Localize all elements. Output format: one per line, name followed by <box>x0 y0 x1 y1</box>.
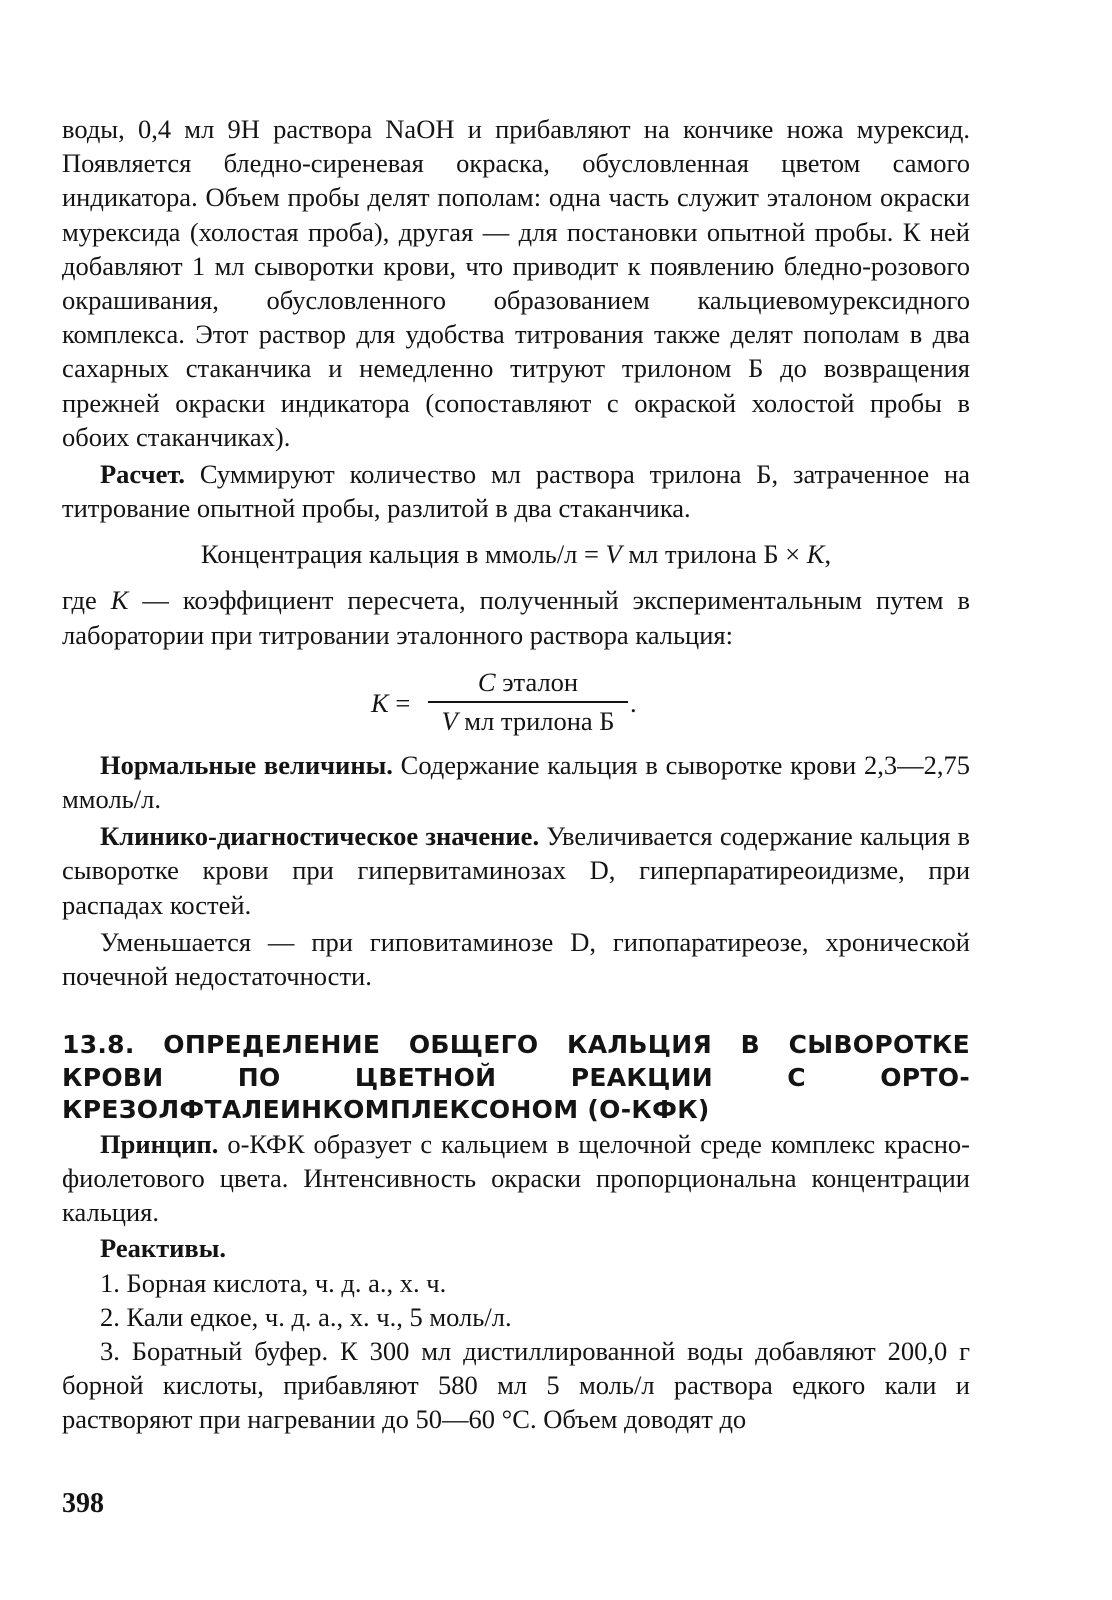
normal-text: Содержание кальция в сыворотке крови 2,3—2,75 ммоль/л. <box>62 749 970 815</box>
denominator-rest: мл трилона Б <box>457 705 615 736</box>
fraction-lhs-eq: = <box>388 687 411 718</box>
k-fraction-formula <box>62 666 970 746</box>
denominator-v: V <box>441 705 458 736</box>
normal-label: Нормальные величины. <box>100 749 393 780</box>
principle-label: Принцип. <box>100 1128 219 1159</box>
kdef-a: где <box>62 585 111 616</box>
paragraph-procedure: воды, 0,4 мл 9Н раствора NaOH и прибавляют на кончике ножа мурексид. Появляется бледно-сиреневая окраска, обусловленная цветом самого индикатора. Объем пробы делят пополам: одна часть служит эталоном окраски мурексида (холостая проба), другая — для постановки опытной пробы. К ней добавляют 1 мл сыворотки крови, что приводит к появлению бледно-розового окрашивания, обусловленного образованием кальциевомурексидного комплекса. Этот раствор для удобства титрования также делят пополам в два сахарных стаканчика и немедленно титруют трилоном Б до возвращения прежней окраски индикатора (сопоставляют с окраской холостой пробы в обоих стаканчиках). <box>62 114 970 452</box>
formula-left: Концентрация кальция в ммоль/л = <box>200 539 606 570</box>
reagents-label: Реактивы. <box>100 1233 227 1264</box>
calculation-label: Расчет. <box>100 459 186 490</box>
concentration-formula <box>62 537 970 577</box>
calculation-text: Суммируют количество мл раствора трилона Б, затраченное на титрование опытной пробы, разлитой в два стаканчика. <box>62 459 970 524</box>
paragraph-decrease: Уменьшается — при гиповитаминозе D, гипопаратиреозе, хронической почечной недостаточности. <box>62 926 970 992</box>
fraction-lhs <box>371 688 410 719</box>
fraction <box>428 666 628 737</box>
fraction-lhs-k: K <box>371 687 389 718</box>
fraction-numerator <box>428 666 628 698</box>
paragraph-normal-values <box>62 748 970 816</box>
formula-end: , <box>824 539 832 570</box>
fraction-denominator <box>428 705 628 737</box>
kdef-k: K <box>110 585 129 616</box>
numerator-c: C <box>477 666 496 697</box>
clinical-text: Увеличивается содержание кальция в сыворотке крови при гипервитаминозах D, гиперпаратиреоидизме, при распадах костей. <box>62 821 970 920</box>
kdef-b: — коэффициент пересчета, полученный экспериментальным путем в лаборатории при титровании эталонного раствора кальция: <box>62 585 970 650</box>
paragraph-clinical <box>62 819 970 922</box>
clinical-label: Клинико-диагностическое значение. <box>100 821 540 852</box>
list-item: 2. Кали едкое, ч. д. а., х. ч., 5 моль/л. <box>100 1301 512 1332</box>
formula-mid: мл трилона Б × <box>621 539 807 570</box>
page-number: 398 <box>62 1488 104 1519</box>
fraction-bar <box>428 701 628 703</box>
page-content <box>62 112 970 1437</box>
paragraph-k-definition <box>62 583 970 651</box>
reagents-list <box>62 1266 970 1437</box>
formula-v: V <box>605 539 622 570</box>
fraction-dot: . <box>630 687 637 718</box>
numerator-rest: эталон <box>495 666 579 697</box>
list-item: 1. Борная кислота, ч. д. а., х. ч. <box>100 1267 447 1298</box>
formula-k: K <box>806 539 825 570</box>
principle-text: о-КФК образует с кальцием в щелочной среде комплекс красно-фиолетового цвета. Интенсивность окраски пропорциональна концентрации кальция. <box>62 1128 970 1228</box>
paragraph-calculation <box>62 457 970 525</box>
section-heading: 13.8. ОПРЕДЕЛЕНИЕ ОБЩЕГО КАЛЬЦИЯ В СЫВОРОТКЕ КРОВИ ПО ЦВЕТНОЙ РЕАКЦИИ С ОРТО-КРЕЗОЛФТАЛЕИНКОМПЛЕКСОНОМ (О-КФК) <box>62 1030 970 1125</box>
list-item: 3. Боратный буфер. К 300 мл дистиллированной воды добавляют 200,0 г борной кислоты, прибавляют 580 мл 5 моль/л раствора едкого кали и растворяют при нагревании до 50—60 °С. Объем доводят до <box>62 1335 970 1435</box>
paragraph-principle <box>62 1127 970 1230</box>
